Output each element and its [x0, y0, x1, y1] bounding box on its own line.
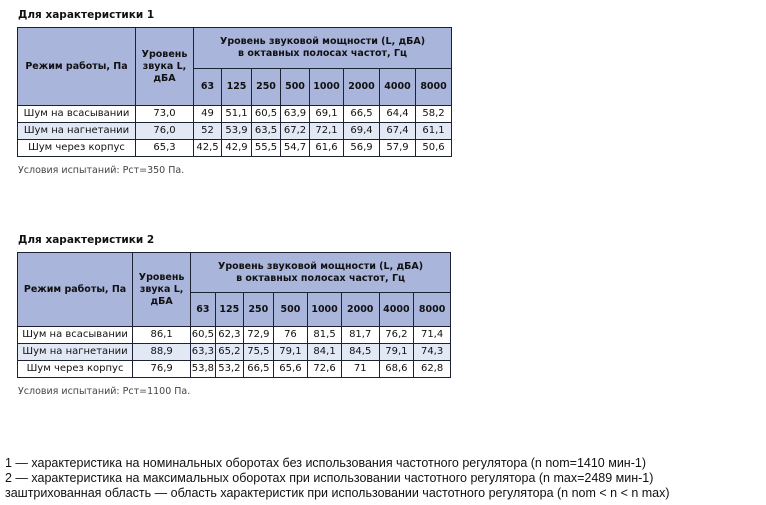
value-cell: 76 [273, 327, 308, 344]
table-title: Для характеристики 1 [18, 9, 155, 21]
table-row [18, 344, 451, 361]
value-cell: 84,1 [308, 344, 342, 361]
value-cell: 50,6 [416, 140, 452, 157]
freq-header: 250 [252, 69, 281, 106]
value-cell: 54,7 [281, 140, 310, 157]
power-header [191, 253, 451, 293]
value-cell: 53,9 [222, 123, 252, 140]
freq-header: 125 [222, 69, 252, 106]
value-cell: 60,5 [191, 327, 215, 344]
value-cell: 53,8 [191, 361, 215, 378]
value-cell: 56,9 [344, 140, 380, 157]
level-cell: 86,1 [133, 327, 191, 344]
noise-table [17, 27, 452, 157]
value-cell: 75,5 [244, 344, 274, 361]
value-cell: 66,5 [344, 106, 380, 123]
value-cell: 55,5 [252, 140, 281, 157]
value-cell: 71,4 [414, 327, 451, 344]
table-row [18, 327, 451, 344]
value-cell: 61,1 [416, 123, 452, 140]
value-cell: 66,5 [244, 361, 274, 378]
level-cell: 88,9 [133, 344, 191, 361]
value-cell: 84,5 [341, 344, 379, 361]
value-cell: 71 [341, 361, 379, 378]
power-header-line2: в октавных полосах частот, Гц [238, 48, 408, 59]
power-header-line1: Уровень звуковой мощности (L, дБА) [220, 36, 426, 47]
power-header-line1: Уровень звуковой мощности (L, дБА) [218, 260, 424, 272]
legend [5, 456, 670, 501]
test-conditions: Условия испытаний: Рст=1100 Па. [18, 386, 191, 397]
freq-header: 500 [273, 293, 308, 327]
value-cell: 52 [194, 123, 222, 140]
table-section-2 [17, 234, 451, 397]
value-cell: 64,4 [380, 106, 416, 123]
value-cell: 81,7 [341, 327, 379, 344]
freq-header: 1000 [310, 69, 344, 106]
freq-header: 63 [194, 69, 222, 106]
level-header [136, 28, 194, 106]
freq-header: 4000 [379, 293, 414, 327]
value-cell: 67,2 [281, 123, 310, 140]
value-cell: 62,3 [215, 327, 244, 344]
level-header [133, 253, 191, 327]
mode-cell: Шум на всасывании [18, 327, 133, 344]
level-cell: 73,0 [136, 106, 194, 123]
value-cell: 72,6 [308, 361, 342, 378]
value-cell: 63,3 [191, 344, 215, 361]
mode-cell: Шум через корпус [18, 361, 133, 378]
value-cell: 57,9 [380, 140, 416, 157]
value-cell: 79,1 [273, 344, 308, 361]
value-cell: 49 [194, 106, 222, 123]
value-cell: 63,5 [252, 123, 281, 140]
freq-header: 500 [281, 69, 310, 106]
legend-line: 2 — характеристика на максимальных оборотах при использовании частотного регулятора (n max=2489 мин-1) [5, 471, 654, 485]
table-row [18, 140, 452, 157]
level-cell: 76,0 [136, 123, 194, 140]
value-cell: 69,4 [344, 123, 380, 140]
mode-header: Режим работы, Па [18, 253, 133, 327]
freq-header: 8000 [414, 293, 451, 327]
level-header-text: Уровень звука L, дБА [141, 48, 188, 84]
value-cell: 65,6 [273, 361, 308, 378]
value-cell: 81,5 [308, 327, 342, 344]
mode-cell: Шум на нагнетании [18, 344, 133, 361]
value-cell: 72,1 [310, 123, 344, 140]
value-cell: 63,9 [281, 106, 310, 123]
mode-cell: Шум на нагнетании [18, 123, 136, 140]
value-cell: 62,8 [414, 361, 451, 378]
value-cell: 42,5 [194, 140, 222, 157]
mode-header: Режим работы, Па [18, 28, 136, 106]
table-row [18, 361, 451, 378]
noise-table [17, 252, 451, 378]
table-row [18, 106, 452, 123]
value-cell: 76,2 [379, 327, 414, 344]
test-conditions: Условия испытаний: Рст=350 Па. [18, 165, 185, 176]
value-cell: 58,2 [416, 106, 452, 123]
power-header-line2: в октавных полосах частот, Гц [236, 272, 406, 284]
value-cell: 51,1 [222, 106, 252, 123]
level-cell: 76,9 [133, 361, 191, 378]
value-cell: 69,1 [310, 106, 344, 123]
freq-header: 1000 [308, 293, 342, 327]
level-header-text: Уровень звука L, дБА [138, 271, 185, 307]
value-cell: 68,6 [379, 361, 414, 378]
mode-cell: Шум через корпус [18, 140, 136, 157]
table-section-1 [17, 9, 452, 176]
power-header [194, 28, 452, 69]
freq-header: 125 [215, 293, 244, 327]
value-cell: 42,9 [222, 140, 252, 157]
table-title: Для характеристики 2 [18, 234, 155, 246]
freq-header: 2000 [341, 293, 379, 327]
freq-header: 2000 [344, 69, 380, 106]
mode-cell: Шум на всасывании [18, 106, 136, 123]
level-cell: 65,3 [136, 140, 194, 157]
value-cell: 74,3 [414, 344, 451, 361]
freq-header: 63 [191, 293, 215, 327]
freq-header: 8000 [416, 69, 452, 106]
value-cell: 67,4 [380, 123, 416, 140]
value-cell: 61,6 [310, 140, 344, 157]
value-cell: 53,2 [215, 361, 244, 378]
value-cell: 60,5 [252, 106, 281, 123]
table-row [18, 123, 452, 140]
legend-line: 1 — характеристика на номинальных оборотах без использования частотного регулятора (n nom=1410 мин-1) [5, 456, 646, 470]
legend-line: заштрихованная область — область характеристик при использовании частотного регулятора (n nom < n < n max) [5, 486, 670, 500]
value-cell: 72,9 [244, 327, 274, 344]
freq-header: 4000 [380, 69, 416, 106]
freq-header: 250 [244, 293, 274, 327]
value-cell: 65,2 [215, 344, 244, 361]
value-cell: 79,1 [379, 344, 414, 361]
